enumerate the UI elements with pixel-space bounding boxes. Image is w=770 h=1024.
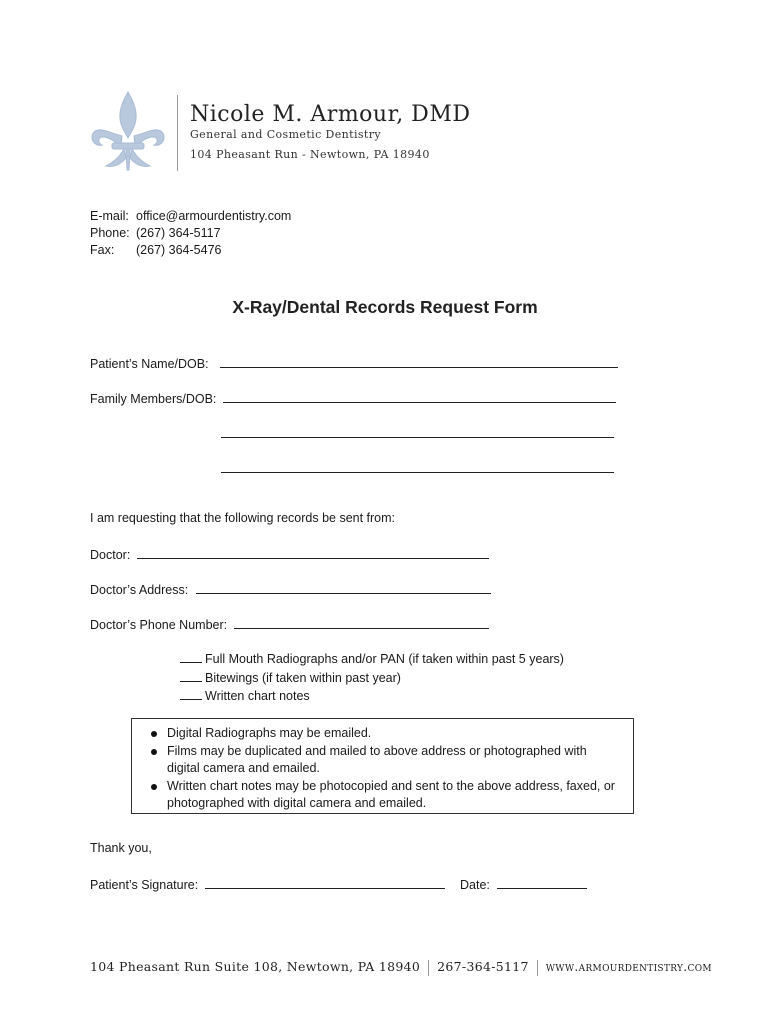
patient-name-field[interactable] bbox=[220, 355, 618, 368]
family-label: Family Members/DOB: bbox=[90, 392, 217, 406]
family-row-2 bbox=[221, 425, 614, 441]
signature-label: Patient’s Signature: bbox=[90, 878, 199, 892]
doctor-phone-label: Doctor’s Phone Number: bbox=[90, 618, 228, 632]
bullet-icon bbox=[151, 749, 157, 755]
option-bitewings bbox=[180, 669, 564, 688]
footer bbox=[90, 959, 712, 976]
bullet-icon bbox=[151, 731, 157, 737]
note-item: Written chart notes may be photocopied and sent to the above address, faxed, or photographed with digital camera and emailed. bbox=[149, 778, 619, 813]
fax-value: (267) 364-5476 bbox=[136, 243, 222, 257]
footer-divider bbox=[537, 960, 538, 976]
thanks-text: Thank you, bbox=[90, 841, 152, 855]
bullet-icon bbox=[151, 784, 157, 790]
family-field-1[interactable] bbox=[223, 390, 616, 403]
option-full-mouth bbox=[180, 650, 564, 669]
doctor-address-label: Doctor’s Address: bbox=[90, 583, 189, 597]
signature-field[interactable] bbox=[205, 876, 445, 889]
family-row bbox=[90, 390, 616, 406]
footer-address: 104 Pheasant Run Suite 108, Newtown, PA 18940 bbox=[90, 959, 421, 974]
phone-label: Phone: bbox=[90, 226, 130, 240]
doctor-address-field[interactable] bbox=[196, 581, 491, 594]
practice-address: 104 Pheasant Run - Newtown, PA 18940 bbox=[190, 148, 430, 161]
notes-box bbox=[131, 718, 634, 814]
option-checkbox[interactable] bbox=[180, 650, 202, 663]
email-link[interactable]: office@armourdentistry.com bbox=[136, 209, 292, 223]
fax-label: Fax: bbox=[90, 243, 115, 257]
record-options bbox=[180, 650, 564, 706]
option-checkbox[interactable] bbox=[180, 669, 202, 682]
practice-name: Nicole M. Armour, DMD bbox=[190, 102, 471, 127]
date-field[interactable] bbox=[497, 876, 587, 889]
doctor-field[interactable] bbox=[137, 546, 489, 559]
patient-label: Patient’s Name/DOB: bbox=[90, 357, 209, 371]
header-divider bbox=[177, 95, 178, 171]
doctor-row bbox=[90, 546, 489, 562]
phone-value: (267) 364-5117 bbox=[136, 226, 221, 240]
option-label: Bitewings (if taken within past year) bbox=[205, 670, 401, 685]
footer-phone: 267-364-5117 bbox=[437, 959, 529, 974]
request-text: I am requesting that the following records be sent from: bbox=[90, 511, 396, 525]
footer-divider bbox=[428, 960, 429, 976]
option-label: Written chart notes bbox=[205, 689, 310, 703]
option-checkbox[interactable] bbox=[180, 687, 202, 700]
form-title: X-Ray/Dental Records Request Form bbox=[232, 297, 538, 317]
note-item: Digital Radiographs may be emailed. bbox=[149, 725, 619, 743]
date-row bbox=[460, 876, 587, 892]
note-item: Films may be duplicated and mailed to above address or photographed with digital camera and emailed. bbox=[149, 743, 619, 778]
patient-row bbox=[90, 355, 618, 371]
practice-subtitle: General and Cosmetic Dentistry bbox=[190, 128, 382, 141]
doctor-phone-row bbox=[90, 616, 489, 632]
family-field-3[interactable] bbox=[221, 460, 614, 473]
doctor-label: Doctor: bbox=[90, 548, 131, 562]
family-row-3 bbox=[221, 460, 614, 476]
doctor-phone-field[interactable] bbox=[234, 616, 489, 629]
footer-website[interactable]: www.armourdentistry.com bbox=[545, 959, 712, 974]
fleur-de-lis-icon bbox=[88, 90, 168, 174]
option-chart-notes bbox=[180, 687, 564, 706]
date-label: Date: bbox=[460, 878, 490, 892]
option-label: Full Mouth Radiographs and/or PAN (if taken within past 5 years) bbox=[205, 652, 564, 666]
doctor-address-row bbox=[90, 581, 491, 597]
signature-row bbox=[90, 876, 445, 892]
family-field-2[interactable] bbox=[221, 425, 614, 438]
email-label: E-mail: bbox=[90, 209, 129, 223]
